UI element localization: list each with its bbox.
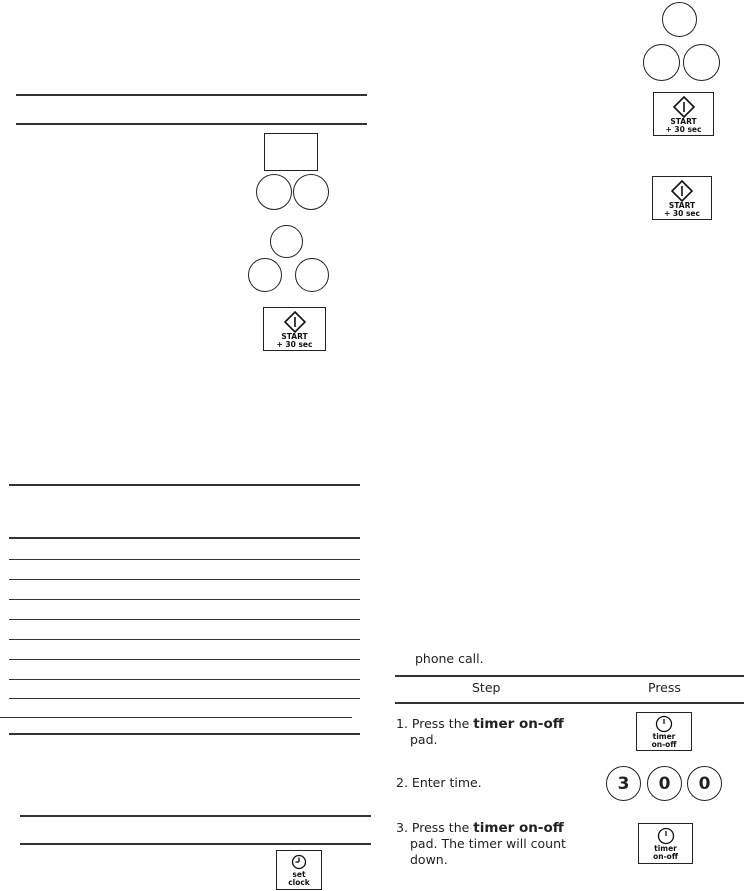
set-clock-sublabel: clock bbox=[288, 878, 310, 887]
start-button[interactable] bbox=[263, 307, 326, 351]
start-sublabel: + 30 sec bbox=[276, 340, 313, 349]
intro-fragment: phone call. bbox=[415, 651, 484, 666]
table-header-rule bbox=[16, 123, 367, 125]
table2-row-rule bbox=[0, 717, 352, 718]
number-pad-circle[interactable] bbox=[295, 258, 329, 292]
set-clock-label: set bbox=[292, 870, 306, 879]
timer-table-header-rule bbox=[395, 702, 744, 704]
table2-header-rule bbox=[9, 537, 360, 539]
table2-row-rule bbox=[9, 559, 360, 560]
step-2-text: 2. Enter time. bbox=[396, 775, 482, 790]
step-3-pad-name: timer on-off bbox=[473, 820, 564, 836]
timer-on-off-button[interactable] bbox=[636, 712, 692, 751]
table2-bottom-rule bbox=[9, 733, 360, 735]
table2-row-rule bbox=[9, 698, 360, 699]
step-1-text: 1. Press the timer on-off pad. bbox=[396, 716, 564, 747]
start-icon bbox=[284, 311, 306, 333]
timer-table-top-rule bbox=[395, 675, 744, 677]
digit-0-pad[interactable]: 0 bbox=[687, 766, 722, 801]
table2-row-rule bbox=[9, 579, 360, 580]
number-pad-circle[interactable] bbox=[248, 258, 282, 292]
clock-icon bbox=[291, 854, 307, 870]
timer-label: timer bbox=[654, 844, 677, 853]
start-label: START bbox=[670, 117, 697, 126]
table3-header-rule bbox=[20, 843, 371, 845]
table3-top-rule bbox=[20, 815, 371, 817]
table-top-rule bbox=[16, 94, 367, 96]
clock-icon bbox=[657, 827, 675, 845]
timer-sublabel: on-off bbox=[651, 740, 677, 749]
table2-row-rule bbox=[9, 659, 360, 660]
step-3-text: 3. Press the timer on-off pad. The timer will count down. bbox=[396, 820, 566, 867]
start-button[interactable] bbox=[652, 176, 712, 220]
digit-3-pad[interactable]: 3 bbox=[606, 766, 641, 801]
number-pad-circle[interactable] bbox=[293, 174, 329, 210]
step-1-pad-name: timer on-off bbox=[473, 716, 564, 732]
number-pad-circle[interactable] bbox=[683, 44, 720, 81]
column-header-press: Press bbox=[648, 680, 681, 695]
start-sublabel: + 30 sec bbox=[664, 209, 700, 218]
timer-label: timer bbox=[652, 732, 676, 741]
set-clock-button[interactable] bbox=[276, 850, 322, 890]
number-pad-circle[interactable] bbox=[643, 44, 680, 81]
number-pad-circle[interactable] bbox=[256, 174, 292, 210]
start-label: START bbox=[281, 332, 308, 341]
timer-sublabel: on-off bbox=[653, 852, 678, 861]
number-pad-circle[interactable] bbox=[270, 225, 303, 258]
digit-0-pad[interactable]: 0 bbox=[647, 766, 682, 801]
timer-on-off-button[interactable] bbox=[638, 823, 693, 864]
start-icon bbox=[671, 180, 693, 202]
table2-row-rule bbox=[9, 639, 360, 640]
start-icon bbox=[673, 96, 695, 118]
table2-top-rule bbox=[9, 484, 360, 486]
clock-icon bbox=[655, 715, 673, 733]
column-header-step: Step bbox=[472, 680, 501, 695]
start-sublabel: + 30 sec bbox=[665, 125, 702, 134]
number-pad-circle[interactable] bbox=[662, 2, 697, 37]
table2-row-rule bbox=[9, 619, 360, 620]
table2-row-rule bbox=[9, 599, 360, 600]
start-button[interactable] bbox=[653, 92, 714, 136]
blank-rect-pad[interactable] bbox=[264, 133, 318, 171]
start-label: START bbox=[668, 201, 696, 210]
table2-row-rule bbox=[9, 679, 360, 680]
